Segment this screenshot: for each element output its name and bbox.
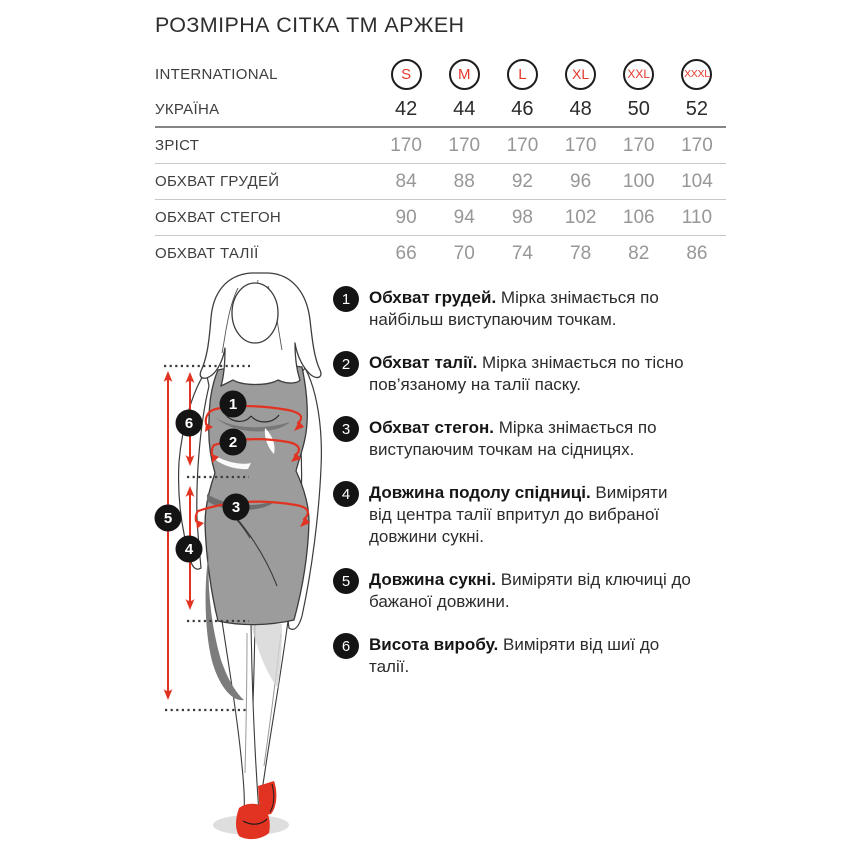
size-table [155, 56, 726, 271]
legend-text-4: Довжина подолу спідниці. Виміряти від центра талії впритул до вибраної довжини сукні. [369, 483, 668, 546]
size-circle-xl: XL [565, 59, 596, 90]
row-label-height: ЗРІСТ [155, 137, 200, 154]
legend-text-5: Довжина сукні. Виміряти від ключиці до бажаної довжини. [369, 570, 691, 611]
table-value: 170 [622, 134, 655, 156]
table-value: 74 [511, 242, 533, 264]
table-value: 98 [511, 206, 533, 228]
figure-badge-3 [223, 494, 250, 521]
row-label-bust: ОБХВАТ ГРУДЕЙ [155, 173, 280, 190]
table-row-hips [155, 200, 726, 235]
legend-badge-3: 3 [333, 416, 359, 442]
table-value: 170 [448, 134, 481, 156]
figure-badge-6 [176, 410, 203, 437]
table-value: 90 [395, 206, 417, 228]
table-value: 78 [570, 242, 592, 264]
legend-badge-5: 5 [333, 568, 359, 594]
legend-badge-4: 4 [333, 481, 359, 507]
svg-text:4: 4 [184, 541, 194, 558]
legend-text-3: Обхват стегон. Мірка знімається по виступаючим точкам на сідницях. [369, 418, 657, 459]
row-label-hips: ОБХВАТ СТЕГОН [155, 209, 282, 226]
table-value: 170 [564, 134, 597, 156]
row-label-international: INTERNATIONAL [155, 65, 278, 83]
table-row-bust [155, 164, 726, 199]
svg-text:3: 3 [231, 499, 241, 516]
table-value: 102 [564, 206, 597, 228]
ukraine-size: 42 [394, 97, 418, 120]
figure-badge-5 [155, 505, 182, 532]
svg-text:6: 6 [184, 415, 194, 432]
legend-text-1: Обхват грудей. Мірка знімається по найбільш виступаючим точкам. [369, 288, 659, 329]
face [232, 283, 278, 343]
svg-text:1: 1 [228, 396, 238, 413]
svg-text:5: 5 [163, 510, 173, 527]
ukraine-size: 48 [569, 97, 592, 120]
measurement-legend [333, 287, 699, 699]
table-value: 104 [681, 170, 713, 192]
legend-item-5 [333, 569, 699, 613]
row-label-waist: ОБХВАТ ТАЛІЇ [155, 245, 259, 262]
ukraine-size: 46 [511, 97, 534, 120]
table-value: 92 [511, 170, 533, 192]
size-circle-l: L [507, 59, 538, 90]
table-value: 66 [395, 242, 417, 264]
arrow-dress-length [164, 371, 173, 700]
size-circle-s: S [391, 59, 422, 90]
legend-item-3 [333, 417, 699, 461]
table-value: 170 [681, 134, 713, 156]
ukraine-size: 44 [453, 97, 476, 120]
svg-text:2: 2 [228, 434, 238, 451]
ukraine-size: 50 [627, 97, 650, 120]
page-title: РОЗМІРНА СІТКА ТМ АРЖЕН [155, 13, 465, 37]
legend-item-6 [333, 634, 699, 678]
table-value: 94 [453, 206, 475, 228]
legend-badge-2: 2 [333, 351, 359, 377]
legend-item-2 [333, 352, 699, 396]
table-value: 70 [453, 242, 475, 264]
ukraine-size: 52 [685, 97, 709, 120]
size-circle-m: M [449, 59, 480, 90]
table-value: 110 [681, 206, 713, 228]
legend-text-6: Висота виробу. Виміряти від шиї до талії. [369, 635, 660, 676]
row-label-ukraine: УКРАЇНА [155, 100, 220, 118]
table-value: 100 [622, 170, 655, 192]
legend-item-4 [333, 482, 699, 548]
table-value: 82 [628, 242, 650, 264]
figure-badge-2 [220, 429, 247, 456]
table-value: 88 [453, 170, 475, 192]
figure-badge-1 [220, 391, 247, 418]
table-row-ukraine [155, 92, 726, 126]
legend-text-2: Обхват талії. Мірка знімається по тісно пов’язаному на талії паску. [369, 353, 684, 394]
table-value: 170 [390, 134, 422, 156]
legend-item-1 [333, 287, 699, 331]
size-circle-xxl: XXL [623, 59, 654, 90]
legend-badge-1: 1 [333, 286, 359, 312]
table-value: 86 [686, 242, 708, 264]
table-value: 170 [506, 134, 539, 156]
table-value: 96 [570, 170, 592, 192]
figure-badge-4 [176, 536, 203, 563]
table-row-waist [155, 236, 726, 271]
table-value: 84 [395, 170, 417, 192]
table-row-height [155, 128, 726, 163]
size-circle-xxxl: XXXL [681, 59, 712, 90]
table-value: 106 [622, 206, 655, 228]
measurement-figure [148, 268, 335, 850]
table-row-international [155, 56, 726, 92]
legend-badge-6: 6 [333, 633, 359, 659]
